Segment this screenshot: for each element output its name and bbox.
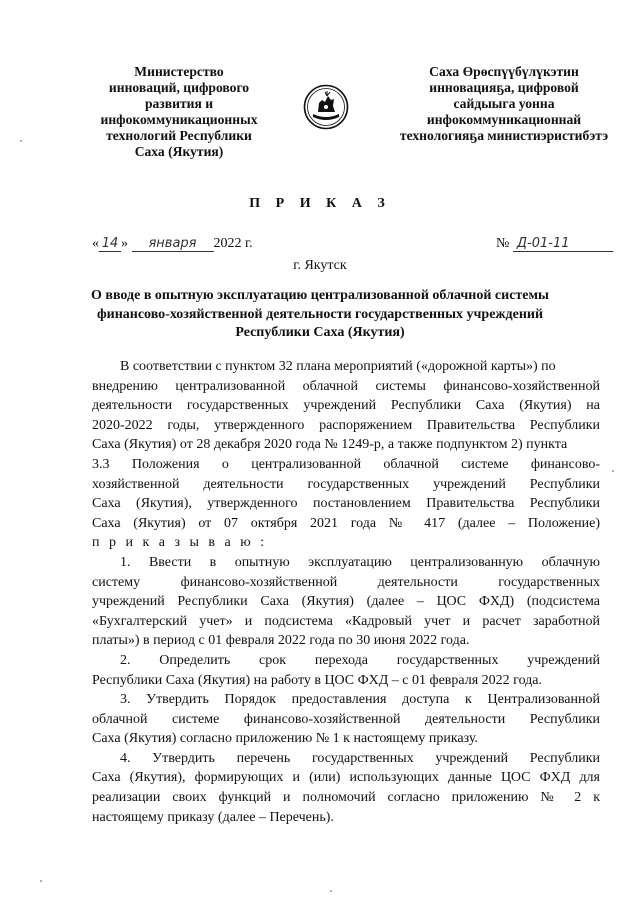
header-left-line: инфокоммуникационных: [100, 112, 258, 127]
item-3-line: облачной системе финансово-хозяйственной деятельности Республики: [92, 711, 600, 727]
item-4-line: 4. Утвердить перечень государственных учреждений Республики: [120, 750, 600, 766]
scan-speck: [40, 880, 42, 882]
item-1-line: 1. Ввести в опытную эксплуатацию централизованную облачную: [120, 554, 600, 570]
header-right-line: инфокоммуникационнай: [426, 112, 582, 127]
header-right-line: Саха Өрөспүүбүлүкэтин: [429, 64, 579, 79]
scan-speck: [612, 470, 614, 472]
body-line: внедрению централизованной облачной системы финансово-хозяйственной: [92, 378, 600, 394]
header-left-line: технологий Республики: [106, 128, 252, 143]
body-line: Саха (Якутия) от 07 октября 2021 года № 417 (далее – Положение): [92, 515, 600, 531]
ministry-header-russian: [84, 64, 274, 160]
header-left-line: развития и: [144, 96, 214, 111]
body-line: деятельности государственных учреждений Республики Саха (Якутия) на: [92, 398, 600, 414]
item-1-line: учреждений Республики Саха (Якутия) (далее – ЦОС ФХД) (подсистема: [92, 594, 600, 610]
header-right-line: технологияҕа министиэристибэтэ: [399, 128, 609, 143]
order-date: [92, 236, 253, 252]
body-line: 3.3 Положения о централизованной облачной системе финансово-: [92, 456, 600, 472]
item-2-line: Республики Саха (Якутия) на работу в ЦОС ФХД – с 01 февраля 2022 года.: [92, 672, 542, 688]
date-month: января: [132, 236, 214, 252]
city: г. Якутск: [293, 258, 347, 273]
header-left-line: Саха (Якутия): [134, 144, 224, 159]
body-line: 2020-2022 годы, утвержденного распоряжением Правительства Республики: [92, 417, 600, 433]
yakutia-coat-of-arms-icon: [303, 84, 349, 130]
body-line: Саха (Якутия) от 28 декабря 2020 года № 1249-р, а также подпунктом 2) пункта: [92, 437, 568, 453]
date-year: 2022 г.: [213, 236, 253, 251]
subject-line: О вводе в опытную эксплуатацию централизованной облачной системы: [91, 288, 549, 303]
date-day: 14: [99, 236, 121, 252]
body-line: Саха (Якутия), утвержденного постановлением Правительства Республики: [92, 496, 600, 512]
order-body: [92, 357, 600, 827]
header-right-line: сайдыыга уонна: [453, 96, 555, 111]
item-4-line: реализации своих функций и полномочий согласно приложению № 2 к: [92, 790, 600, 806]
item-4-line: Саха (Якутия), формирующих и (или) использующих данные ЦОС ФХД для: [92, 770, 600, 786]
ministry-header-yakut: [378, 64, 630, 144]
item-1-line: «Бухгалтерский учет» и подсистема «Кадровый учет и расчет заработной: [92, 613, 600, 629]
item-2-line: 2. Определить срок перехода государственных учреждений: [120, 652, 600, 668]
subject-line: Республики Саха (Якутия): [235, 325, 405, 340]
header-left-line: Министерство: [134, 64, 224, 79]
number-prefix: №: [496, 236, 510, 251]
scan-speck: [330, 890, 332, 892]
body-line-directive: п р и к а з ы в а ю :: [92, 535, 268, 551]
subject-line: финансово-хозяйственной деятельности государственных учреждений: [96, 306, 544, 322]
item-1-line: систему финансово-хозяйственной деятельности государственных: [92, 574, 600, 590]
order-subject: [80, 287, 560, 343]
order-number: [496, 236, 613, 252]
date-quote-close: »: [121, 236, 128, 251]
item-3-line: 3. Утвердить Порядок предоставления доступа к Централизованной: [120, 692, 600, 708]
number-value: Д-01-11: [513, 236, 613, 252]
order-title: П Р И К А З: [249, 196, 391, 211]
item-1-line: платы») в период с 01 февраля 2022 года по 30 июня 2022 года.: [92, 633, 470, 649]
body-line: В соответствии с пунктом 32 плана мероприятий («дорожной карты») по: [120, 359, 556, 374]
header-left-line: инноваций, цифрового: [108, 80, 250, 95]
item-3-line: Саха (Якутия) согласно приложению № 1 к настоящему приказу.: [92, 731, 478, 747]
scan-speck: [20, 140, 22, 142]
header-right-line: инновацияҕа, цифровой: [429, 80, 579, 95]
item-4-line: настоящему приказу (далее – Перечень).: [92, 809, 334, 825]
date-quote-open: «: [92, 236, 99, 251]
body-line: хозяйственной деятельности государственных учреждений Республики: [92, 476, 600, 492]
